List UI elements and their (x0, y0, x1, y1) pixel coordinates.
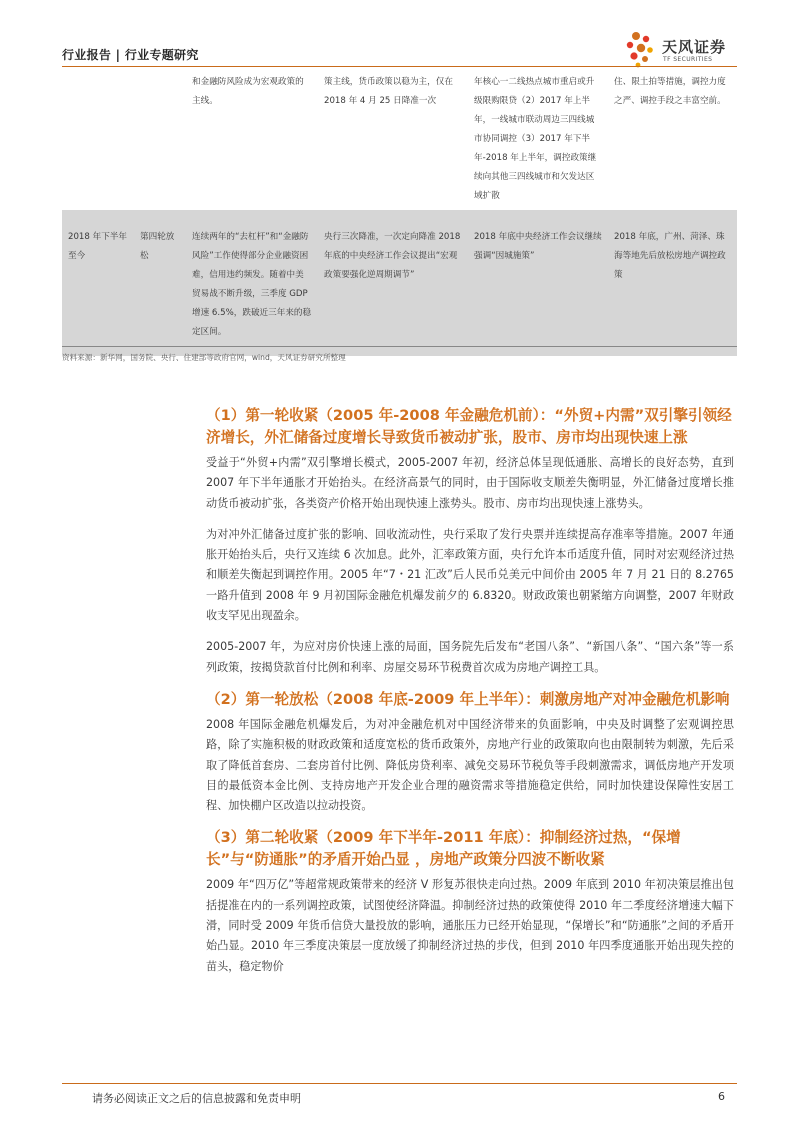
table-source-note: 资料来源：新华网，国务院、央行、住建部等政府官网，wind，天风证券研究所整理 (62, 353, 346, 362)
section-heading: （2）第一轮放松（2008 年底-2009 年上半年）：刺激房地产对冲金融危机影响 (206, 690, 730, 708)
table-cell-central-policy: 年核心一二线热点城市重启或升级限购限贷（2）2017 年上半年，一线城市联动周边三四线城市协同调控（3）2017 年下半年-2018 年上半年，调控政策继续向其他三四线城市和欠发达区域扩散 (474, 77, 597, 201)
section-first-easing (206, 689, 734, 816)
table-cell-phase: 第四轮放松 (134, 210, 186, 356)
table-cell-local-policy: 2018 年底，广州、菏泽、珠海等地先后放松房地产调控政策 (608, 210, 737, 356)
section-second-tightening (206, 827, 734, 976)
table-cell-background: 和金融防风险成为宏观政策的主线。 (192, 77, 304, 106)
policy-table-container (62, 70, 737, 356)
body-paragraph: 2009 年“四万亿”等超常规政策带来的经济 V 形复苏很快走向过热。2009 年底到 2010 年初决策层推出包括提准在内的一系列调控政策，试图使经济降温。抑制经济过热的政策使得 2010 年二季度经济增速大幅下滑，同时受 2009 年货币信贷大量投放的影响，通胀压力已经开始显现，“保增长”和“防通胀”之间的矛盾开始凸显。2010 年三季度决策层一度放缓了抑制经济过热的步伐，但到 2010 年四季度通胀开始出现失控的苗头，稳定物价 (206, 878, 734, 973)
table-cell-macro-policy: 策主线，货币政策以稳为主，仅在 2018 年 4 月 25 日降准一次 (324, 77, 453, 106)
body-paragraph: 受益于“外贸+内需”双引擎增长模式，2005-2007 年初，经济总体呈现低通胀、高增长的良好态势，直到 2007 年下半年通胀才开始抬头。在经济高景气的同时，由于国际收支顺差失衡明显，外汇储备过度增长推动货币被动扩张，各类资产价格开始出现快速上涨势头。股市、房市均出现快速上涨势头。 (206, 456, 734, 510)
logo-mark-icon (622, 28, 662, 70)
table-row (62, 70, 737, 210)
section-first-tightening (206, 405, 734, 678)
table-cell-local-policy: 住、限土拍等措施，调控力度之严、调控手段之丰富空前。 (614, 77, 726, 106)
report-header-title: 行业报告 | 行业专题研究 (62, 48, 199, 62)
logo-subtitle: TF SECURITIES (663, 56, 713, 63)
body-paragraph: 2005-2007 年，为应对房价快速上涨的局面，国务院先后发布“老国八条”、“新国八条”、“国六条”等一系列政策，按揭贷款首付比例和利率、房屋交易环节税费首次成为房地产调控工具。 (206, 640, 734, 674)
company-logo (622, 28, 742, 70)
table-cell-period (62, 70, 134, 210)
table-cell-period: 2018 年下半年至今 (62, 210, 134, 356)
table-bottom-rule (62, 346, 737, 347)
header-divider (62, 66, 737, 67)
page-number: 6 (718, 1090, 725, 1103)
body-content (206, 405, 734, 988)
footer-divider (62, 1083, 737, 1084)
table-cell-macro-policy: 央行三次降准，一次定向降准 2018 年底的中央经济工作会议提出“宏观政策要强化逆周期调节” (318, 210, 468, 356)
body-paragraph: 2008 年国际金融危机爆发后，为对冲金融危机对中国经济带来的负面影响，中央及时调整了宏观调控思路，除了实施积极的财政政策和适度宽松的货币政策外，房地产行业的政策取向也由限制转为刺激，先后采取了降低首套房、二套房首付比例、降低房贷利率、减免交易环节税负等手段刺激需求，调低房地产开发项目的最低资本金比例、支持房地产开发企业合理的融资需求等措施稳定供给，同时加快建设保障性安居工程、加快棚户区改造以拉动投资。 (206, 717, 734, 813)
table-cell-phase (134, 70, 186, 210)
footer-disclaimer: 请务必阅读正文之后的信息披露和免责申明 (92, 1092, 301, 1105)
section-heading: （3）第二轮收紧（2009 年下半年-2011 年底）：抑制经济过热，“保增长”与“防通胀”的矛盾开始凸显 ，房地产政策分四波不断收紧 (206, 829, 681, 869)
table-row (62, 210, 737, 356)
body-paragraph: 为对冲外汇储备过度扩张的影响、回收流动性，央行采取了发行央票并连续提高存准率等措施。2007 年通胀开始抬头后，央行又连续 6 次加息。此外，汇率政策方面，央行允许本币适度升值，同时对宏观经济过热和顺差失衡起到调控作用。2005 年“7・21 汇改”后人民币兑美元中间价由 2005 年 7 月 21 日的 8.2765 一路升值到 2008 年 9 月初国际金融危机爆发前夕的 6.8320。财政政策也朝紧缩方向调整，2007 年财政收支罕见出现盈余。 (206, 527, 734, 623)
logo-name: 天风证券 (662, 38, 727, 56)
table-cell-background: 连续两年的“去杠杆”和“金融防风险”工作使得部分企业融资困难，信用违约频发。随着中美贸易战不断升级，三季度 GDP 增速 6.5%，跌破近三年来的稳定区间。 (186, 210, 318, 356)
section-heading: （1）第一轮收紧（2005 年-2008 年金融危机前）：“外贸+内需”双引擎引领经济增长，外汇储备过度增长导致货币被动扩张，股市、房市均出现快速上涨 (206, 407, 732, 446)
table-cell-central-policy: 2018 年底中央经济工作会议继续强调“因城施策” (468, 210, 608, 356)
policy-table (62, 70, 737, 356)
